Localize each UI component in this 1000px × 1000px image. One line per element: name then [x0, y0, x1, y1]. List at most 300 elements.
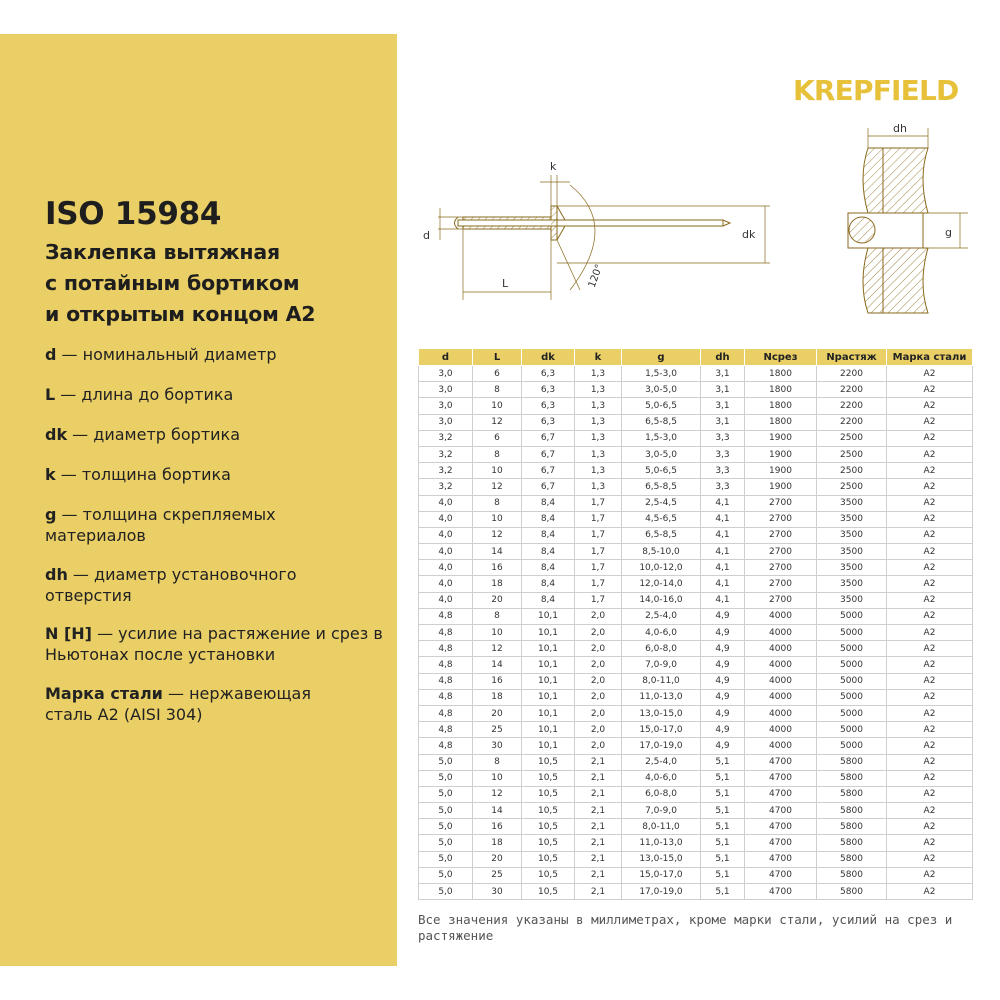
table-header-row: [419, 349, 973, 366]
rivet-side-drawing: [420, 150, 795, 320]
table-cell: 4700: [745, 851, 817, 867]
table-cell: 8: [473, 382, 522, 398]
table-cell: 2200: [817, 398, 887, 414]
table-row: [419, 414, 973, 430]
table-cell: 2,5-4,5: [622, 495, 701, 511]
dim-g-label: g: [945, 226, 952, 239]
table-cell: 4,1: [701, 495, 745, 511]
product-name: [45, 237, 390, 330]
table-cell: 15,0-17,0: [622, 867, 701, 883]
table-row: [419, 576, 973, 592]
table-cell: 6,7: [522, 479, 575, 495]
table-cell: 4,1: [701, 560, 745, 576]
rivet-head: [551, 206, 557, 240]
plate-lower: [883, 248, 928, 313]
table-cell: 5000: [817, 625, 887, 641]
table-cell: 20: [473, 705, 522, 721]
table-cell: 4,0: [419, 576, 473, 592]
legend-text: — длина до бортика: [55, 385, 234, 404]
table-cell: A2: [887, 641, 973, 657]
table-cell: 11,0-13,0: [622, 835, 701, 851]
table-cell: 2,1: [575, 851, 622, 867]
table-cell: 5,1: [701, 884, 745, 900]
table-cell: 2500: [817, 446, 887, 462]
table-cell: 5800: [817, 835, 887, 851]
table-cell: 4,0-6,0: [622, 770, 701, 786]
table-cell: 1,7: [575, 592, 622, 608]
column-header: Nрастяж: [817, 349, 887, 366]
table-cell: 5,0: [419, 867, 473, 883]
legend-text: — толщина скрепляемых материалов: [45, 505, 276, 545]
table-cell: A2: [887, 544, 973, 560]
legend-text: — диаметр установочного отверстия: [45, 565, 297, 605]
legend-key: g: [45, 505, 57, 524]
table-body: [419, 366, 973, 900]
table-cell: 4,1: [701, 576, 745, 592]
table-cell: 12: [473, 527, 522, 543]
table-row: [419, 657, 973, 673]
table-cell: 1,7: [575, 576, 622, 592]
table-cell: 1,3: [575, 414, 622, 430]
table-row: [419, 511, 973, 527]
legend-key: Марка стали: [45, 684, 163, 703]
table-cell: 6,5-8,5: [622, 414, 701, 430]
table-cell: 30: [473, 738, 522, 754]
table-cell: 5,0: [419, 803, 473, 819]
legend-item-dk: [45, 424, 390, 445]
standard-title: ISO 15984: [45, 196, 222, 232]
rivet-mandrel: [458, 220, 723, 226]
table-cell: 4,9: [701, 673, 745, 689]
table-cell: 4,9: [701, 625, 745, 641]
table-cell: 4,8: [419, 608, 473, 624]
legend-item-steel: [45, 683, 345, 725]
table-cell: 4,0: [419, 527, 473, 543]
table-row: [419, 608, 973, 624]
table-cell: 4,5-6,5: [622, 511, 701, 527]
table-cell: 5,1: [701, 867, 745, 883]
table-cell: 5800: [817, 884, 887, 900]
table-cell: A2: [887, 366, 973, 382]
table-row: [419, 770, 973, 786]
table-cell: 2,1: [575, 786, 622, 802]
table-cell: 4,0-6,0: [622, 625, 701, 641]
legend-text: — усилие на растяжение и срез в Ньютонах после установки: [45, 624, 383, 664]
table-cell: 4,1: [701, 527, 745, 543]
table-cell: 17,0-19,0: [622, 884, 701, 900]
table-cell: 3500: [817, 592, 887, 608]
table-cell: A2: [887, 560, 973, 576]
spec-table: [418, 348, 973, 900]
table-cell: 10,1: [522, 608, 575, 624]
table-cell: 8: [473, 446, 522, 462]
table-cell: 2,1: [575, 754, 622, 770]
table-row: [419, 884, 973, 900]
column-header: dk: [522, 349, 575, 366]
table-cell: 2700: [745, 495, 817, 511]
table-row: [419, 803, 973, 819]
dim-angle-label: 120°: [586, 262, 606, 290]
table-cell: 8,4: [522, 576, 575, 592]
table-cell: 15,0-17,0: [622, 722, 701, 738]
table-cell: A2: [887, 722, 973, 738]
table-cell: 2700: [745, 511, 817, 527]
table-cell: 8,4: [522, 592, 575, 608]
table-cell: 4000: [745, 705, 817, 721]
table-cell: A2: [887, 479, 973, 495]
table-cell: 2,0: [575, 608, 622, 624]
table-cell: 12: [473, 479, 522, 495]
table-cell: 6,5-8,5: [622, 479, 701, 495]
table-cell: A2: [887, 608, 973, 624]
table-row: [419, 689, 973, 705]
table-cell: 10: [473, 463, 522, 479]
table-cell: 10,1: [522, 625, 575, 641]
table-cell: 12,0-14,0: [622, 576, 701, 592]
legend-item-d: [45, 344, 390, 365]
table-cell: 3,1: [701, 398, 745, 414]
table-cell: 1,7: [575, 495, 622, 511]
legend-key: L: [45, 385, 56, 404]
table-cell: 2500: [817, 430, 887, 446]
table-cell: 5800: [817, 867, 887, 883]
table-cell: 4,8: [419, 705, 473, 721]
table-cell: 4,8: [419, 689, 473, 705]
table-cell: 1,3: [575, 479, 622, 495]
table-cell: 2,0: [575, 657, 622, 673]
table-cell: 8,4: [522, 560, 575, 576]
table-cell: 1900: [745, 463, 817, 479]
table-cell: 4,1: [701, 592, 745, 608]
table-cell: 10,5: [522, 884, 575, 900]
table-cell: A2: [887, 673, 973, 689]
table-cell: 3,0: [419, 382, 473, 398]
table-cell: 6: [473, 430, 522, 446]
table-cell: 10,5: [522, 803, 575, 819]
legend-key: d: [45, 345, 57, 364]
table-cell: 14,0-16,0: [622, 592, 701, 608]
table-cell: 2,0: [575, 722, 622, 738]
table-cell: 5,0: [419, 754, 473, 770]
table-cell: 5000: [817, 689, 887, 705]
table-cell: 2700: [745, 527, 817, 543]
column-header: Nсрез: [745, 349, 817, 366]
table-cell: A2: [887, 851, 973, 867]
title-block: [45, 195, 390, 330]
table-cell: 5000: [817, 738, 887, 754]
table-cell: 6,7: [522, 430, 575, 446]
dim-l-label: L: [502, 277, 509, 290]
table-cell: A2: [887, 835, 973, 851]
table-cell: 5000: [817, 657, 887, 673]
table-cell: 12: [473, 414, 522, 430]
table-row: [419, 592, 973, 608]
table-cell: A2: [887, 527, 973, 543]
legend-key: dk: [45, 425, 68, 444]
legend-text: — номинальный диаметр: [56, 345, 277, 364]
table-cell: 25: [473, 722, 522, 738]
table-cell: 6,3: [522, 366, 575, 382]
table-cell: 1,7: [575, 544, 622, 560]
table-cell: 4700: [745, 884, 817, 900]
table-row: [419, 479, 973, 495]
table-cell: 4,9: [701, 738, 745, 754]
table-cell: 2,1: [575, 770, 622, 786]
table-cell: 5000: [817, 641, 887, 657]
table-cell: 3500: [817, 560, 887, 576]
table-cell: 4700: [745, 786, 817, 802]
table-cell: 2700: [745, 560, 817, 576]
column-header: k: [575, 349, 622, 366]
table-cell: 8,4: [522, 495, 575, 511]
table-cell: 12: [473, 786, 522, 802]
table-cell: 3,2: [419, 463, 473, 479]
table-cell: A2: [887, 430, 973, 446]
table-cell: 3500: [817, 544, 887, 560]
table-cell: 10: [473, 511, 522, 527]
table-cell: 2,1: [575, 819, 622, 835]
table-cell: 4700: [745, 819, 817, 835]
table-cell: 1,3: [575, 398, 622, 414]
table-cell: 8,4: [522, 511, 575, 527]
table-cell: 5800: [817, 786, 887, 802]
table-cell: 5,1: [701, 851, 745, 867]
table-cell: 5,1: [701, 819, 745, 835]
table-cell: 3500: [817, 527, 887, 543]
dim-dk-label: dk: [742, 228, 756, 241]
table-cell: 1,3: [575, 463, 622, 479]
info-panel: [0, 34, 397, 966]
table-cell: 4,8: [419, 657, 473, 673]
table-cell: 4,9: [701, 722, 745, 738]
table-cell: 2,1: [575, 867, 622, 883]
table-cell: 4000: [745, 738, 817, 754]
table-cell: 2,0: [575, 689, 622, 705]
table-cell: 5,0: [419, 819, 473, 835]
table-row: [419, 705, 973, 721]
table-cell: 16: [473, 560, 522, 576]
table-cell: 1,3: [575, 382, 622, 398]
table-cell: 2200: [817, 366, 887, 382]
table-cell: 4,8: [419, 673, 473, 689]
table-cell: 1,5-3,0: [622, 430, 701, 446]
table-row: [419, 430, 973, 446]
table-cell: 5,0: [419, 884, 473, 900]
table-cell: 2700: [745, 592, 817, 608]
table-cell: 4,0: [419, 495, 473, 511]
table-cell: 2500: [817, 463, 887, 479]
table-cell: 5,1: [701, 786, 745, 802]
table-cell: 3,3: [701, 463, 745, 479]
table-cell: 10,5: [522, 819, 575, 835]
table-cell: 16: [473, 673, 522, 689]
table-cell: 5000: [817, 705, 887, 721]
table-row: [419, 560, 973, 576]
table-cell: 4,8: [419, 625, 473, 641]
table-cell: 5,0-6,5: [622, 398, 701, 414]
table-cell: A2: [887, 786, 973, 802]
table-cell: 4000: [745, 625, 817, 641]
table-cell: 1800: [745, 414, 817, 430]
table-cell: A2: [887, 576, 973, 592]
table-cell: A2: [887, 867, 973, 883]
table-cell: 11,0-13,0: [622, 689, 701, 705]
rivet-section: [849, 217, 875, 243]
table-cell: 3,0: [419, 414, 473, 430]
table-cell: 1,3: [575, 446, 622, 462]
legend-item-dh: [45, 564, 335, 606]
legend-text: — диаметр бортика: [67, 425, 241, 444]
table-cell: 14: [473, 544, 522, 560]
table-cell: A2: [887, 689, 973, 705]
table-cell: A2: [887, 819, 973, 835]
table-cell: A2: [887, 414, 973, 430]
table-row: [419, 722, 973, 738]
table-cell: 6,7: [522, 463, 575, 479]
table-cell: 4000: [745, 657, 817, 673]
legend-key: N [H]: [45, 624, 92, 643]
table-cell: 5,1: [701, 770, 745, 786]
table-cell: 5,1: [701, 803, 745, 819]
column-header: g: [622, 349, 701, 366]
table-cell: 3,1: [701, 382, 745, 398]
table-cell: 5800: [817, 851, 887, 867]
table-cell: A2: [887, 463, 973, 479]
table-cell: 8,0-11,0: [622, 819, 701, 835]
table-cell: 5000: [817, 722, 887, 738]
table-cell: 1,7: [575, 560, 622, 576]
table-cell: 3,1: [701, 414, 745, 430]
table-cell: A2: [887, 657, 973, 673]
table-cell: 2,1: [575, 884, 622, 900]
table-cell: 6: [473, 366, 522, 382]
table-cell: 4,1: [701, 511, 745, 527]
table-cell: 6,0-8,0: [622, 786, 701, 802]
product-name-line: с потайным бортиком: [45, 271, 300, 295]
column-header: d: [419, 349, 473, 366]
table-cell: 4,1: [701, 544, 745, 560]
table-row: [419, 738, 973, 754]
table-cell: 16: [473, 819, 522, 835]
table-cell: 2,0: [575, 738, 622, 754]
legend-text: — нержавеющая сталь А2 (AISI 304): [45, 684, 311, 724]
dim-k-label: k: [550, 160, 557, 173]
table-cell: 8,0-11,0: [622, 673, 701, 689]
table-cell: 2,0: [575, 641, 622, 657]
table-row: [419, 754, 973, 770]
table-cell: A2: [887, 803, 973, 819]
table-cell: 4,0: [419, 511, 473, 527]
table-cell: 10: [473, 625, 522, 641]
table-cell: 18: [473, 689, 522, 705]
table-cell: 4,0: [419, 544, 473, 560]
table-row: [419, 446, 973, 462]
rivet-section-drawing: [828, 118, 973, 318]
table-cell: 3,2: [419, 430, 473, 446]
table-cell: 2700: [745, 544, 817, 560]
table-cell: 2,1: [575, 835, 622, 851]
table-cell: 10,1: [522, 657, 575, 673]
table-cell: 6,0-8,0: [622, 641, 701, 657]
table-cell: 3,3: [701, 446, 745, 462]
table-cell: 5,0: [419, 770, 473, 786]
table-cell: 1,7: [575, 527, 622, 543]
table-cell: A2: [887, 738, 973, 754]
legend-item-l: [45, 384, 390, 405]
table-cell: 5800: [817, 819, 887, 835]
brand-name: KREPFIELD: [793, 74, 959, 107]
brand-logo: [793, 74, 969, 108]
table-cell: 2,0: [575, 625, 622, 641]
table-row: [419, 641, 973, 657]
table-cell: 4,9: [701, 641, 745, 657]
table-cell: A2: [887, 446, 973, 462]
product-name-line: и открытым концом А2: [45, 302, 316, 326]
table-cell: 6,3: [522, 414, 575, 430]
table-cell: 20: [473, 592, 522, 608]
table-cell: 5,0: [419, 851, 473, 867]
table-cell: 10,0-12,0: [622, 560, 701, 576]
table-row: [419, 527, 973, 543]
table-cell: 5,1: [701, 754, 745, 770]
table-cell: 5800: [817, 754, 887, 770]
table-cell: 5,0: [419, 835, 473, 851]
table-cell: A2: [887, 495, 973, 511]
table-cell: 1900: [745, 446, 817, 462]
table-cell: 8,4: [522, 527, 575, 543]
table-cell: 3,3: [701, 430, 745, 446]
table-cell: 8: [473, 495, 522, 511]
table-cell: 3,3: [701, 479, 745, 495]
table-cell: 8,4: [522, 544, 575, 560]
plate-upper: [883, 148, 928, 213]
table-cell: 3500: [817, 495, 887, 511]
table-cell: 30: [473, 884, 522, 900]
table-cell: 4000: [745, 608, 817, 624]
table-cell: 1,5-3,0: [622, 366, 701, 382]
footnote: Все значения указаны в миллиметрах, кроме марки стали, усилий на срез и растяжение: [418, 912, 953, 943]
table-cell: A2: [887, 625, 973, 641]
table-cell: 5,0: [419, 786, 473, 802]
table-cell: A2: [887, 511, 973, 527]
legend-key: k: [45, 465, 56, 484]
table-row: [419, 382, 973, 398]
table-cell: 4700: [745, 770, 817, 786]
table-row: [419, 495, 973, 511]
table-cell: 1800: [745, 398, 817, 414]
table-cell: 1900: [745, 479, 817, 495]
column-header: dh: [701, 349, 745, 366]
table-cell: 14: [473, 803, 522, 819]
table-cell: A2: [887, 770, 973, 786]
table-cell: 2,5-4,0: [622, 754, 701, 770]
table-cell: 6,5-8,5: [622, 527, 701, 543]
table-cell: 4,9: [701, 705, 745, 721]
table-cell: A2: [887, 884, 973, 900]
table-cell: 2,5-4,0: [622, 608, 701, 624]
table-cell: 4000: [745, 641, 817, 657]
table-cell: A2: [887, 398, 973, 414]
table-cell: 4,0: [419, 560, 473, 576]
table-cell: 8,5-10,0: [622, 544, 701, 560]
table-row: [419, 673, 973, 689]
table-cell: 4,9: [701, 657, 745, 673]
table-cell: 10,5: [522, 835, 575, 851]
table-cell: 10,1: [522, 705, 575, 721]
table-cell: 10: [473, 398, 522, 414]
table-cell: 17,0-19,0: [622, 738, 701, 754]
table-cell: 10,1: [522, 689, 575, 705]
